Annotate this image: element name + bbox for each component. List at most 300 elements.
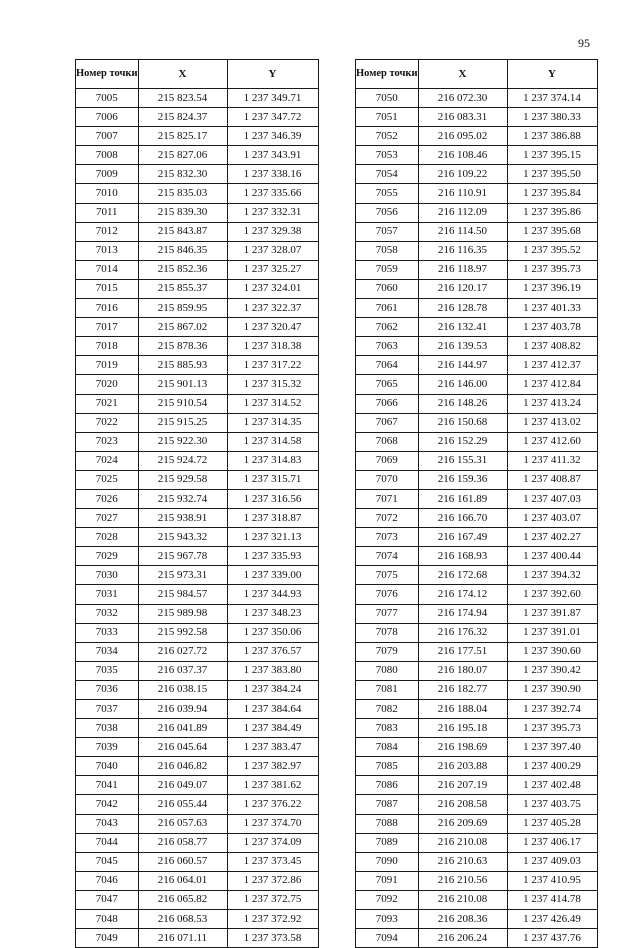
x-coordinate-cell: 215 929.58 — [138, 470, 227, 489]
x-coordinate-cell: 215 922.30 — [138, 432, 227, 451]
x-coordinate-cell: 215 852.36 — [138, 260, 227, 279]
x-coordinate-cell: 216 120.17 — [418, 279, 507, 298]
x-coordinate-cell: 216 112.09 — [418, 203, 507, 222]
table-row — [76, 719, 319, 738]
x-coordinate-cell: 215 835.03 — [138, 184, 227, 203]
point-number-cell: 7007 — [76, 127, 139, 146]
table-row — [356, 871, 598, 890]
table-row — [356, 108, 598, 127]
table-row — [356, 642, 598, 661]
point-number-cell: 7062 — [356, 318, 419, 337]
x-coordinate-cell: 215 915.25 — [138, 413, 227, 432]
y-coordinate-cell: 1 237 408.87 — [507, 470, 597, 489]
table-row — [356, 585, 598, 604]
point-number-cell: 7065 — [356, 375, 419, 394]
point-number-cell: 7089 — [356, 833, 419, 852]
point-number-cell: 7054 — [356, 165, 419, 184]
point-number-cell: 7083 — [356, 719, 419, 738]
table-row — [76, 165, 319, 184]
x-coordinate-cell: 215 910.54 — [138, 394, 227, 413]
table-row — [356, 279, 598, 298]
table-row — [76, 89, 319, 108]
y-coordinate-cell: 1 237 411.32 — [507, 451, 597, 470]
table-row — [356, 833, 598, 852]
y-coordinate-cell: 1 237 437.76 — [507, 929, 597, 948]
x-coordinate-cell: 215 924.72 — [138, 451, 227, 470]
table-row — [356, 203, 598, 222]
x-coordinate-cell: 216 209.69 — [418, 814, 507, 833]
table-row — [76, 375, 319, 394]
x-coordinate-cell: 216 148.26 — [418, 394, 507, 413]
x-coordinate-cell: 215 846.35 — [138, 241, 227, 260]
table-row — [76, 661, 319, 680]
y-coordinate-cell: 1 237 376.22 — [227, 795, 318, 814]
x-coordinate-cell: 216 132.41 — [418, 318, 507, 337]
x-coordinate-cell: 216 114.50 — [418, 222, 507, 241]
point-number-cell: 7058 — [356, 241, 419, 260]
x-coordinate-cell: 216 159.36 — [418, 470, 507, 489]
coordinates-table-right — [355, 59, 598, 948]
point-number-cell: 7033 — [76, 623, 139, 642]
coordinates-table-left — [75, 59, 319, 948]
point-number-cell: 7055 — [356, 184, 419, 203]
table-row — [356, 489, 598, 508]
table-row — [356, 89, 598, 108]
y-coordinate-cell: 1 237 329.38 — [227, 222, 318, 241]
table-row — [356, 241, 598, 260]
y-coordinate-cell: 1 237 384.24 — [227, 680, 318, 699]
x-coordinate-cell: 216 118.97 — [418, 260, 507, 279]
table-row — [76, 470, 319, 489]
x-coordinate-cell: 216 195.18 — [418, 719, 507, 738]
x-coordinate-cell: 216 176.32 — [418, 623, 507, 642]
x-coordinate-cell: 216 161.89 — [418, 489, 507, 508]
point-number-cell: 7057 — [356, 222, 419, 241]
y-coordinate-cell: 1 237 401.33 — [507, 299, 597, 318]
y-coordinate-cell: 1 237 391.01 — [507, 623, 597, 642]
table-row — [356, 356, 598, 375]
x-coordinate-cell: 216 068.53 — [138, 910, 227, 929]
y-coordinate-cell: 1 237 372.75 — [227, 890, 318, 909]
y-coordinate-cell: 1 237 391.87 — [507, 604, 597, 623]
table-row — [76, 852, 319, 871]
x-coordinate-cell: 216 177.51 — [418, 642, 507, 661]
point-number-cell: 7015 — [76, 279, 139, 298]
table-row — [356, 375, 598, 394]
x-coordinate-cell: 215 832.30 — [138, 165, 227, 184]
point-number-cell: 7086 — [356, 776, 419, 795]
point-number-cell: 7039 — [76, 738, 139, 757]
table-row — [76, 566, 319, 585]
point-number-cell: 7011 — [76, 203, 139, 222]
x-coordinate-cell: 216 058.77 — [138, 833, 227, 852]
x-coordinate-cell: 215 824.37 — [138, 108, 227, 127]
table-row — [356, 910, 598, 929]
y-coordinate-cell: 1 237 413.02 — [507, 413, 597, 432]
y-coordinate-cell: 1 237 374.70 — [227, 814, 318, 833]
table-row — [76, 222, 319, 241]
point-number-cell: 7043 — [76, 814, 139, 833]
y-coordinate-cell: 1 237 414.78 — [507, 890, 597, 909]
y-coordinate-cell: 1 237 315.71 — [227, 470, 318, 489]
y-coordinate-cell: 1 237 346.39 — [227, 127, 318, 146]
x-coordinate-cell: 215 989.98 — [138, 604, 227, 623]
x-coordinate-cell: 216 027.72 — [138, 642, 227, 661]
x-coordinate-cell: 216 155.31 — [418, 451, 507, 470]
x-coordinate-cell: 215 843.87 — [138, 222, 227, 241]
point-number-cell: 7085 — [356, 757, 419, 776]
table-row — [76, 604, 319, 623]
y-coordinate-cell: 1 237 413.24 — [507, 394, 597, 413]
y-coordinate-cell: 1 237 412.84 — [507, 375, 597, 394]
x-coordinate-cell: 216 065.82 — [138, 890, 227, 909]
point-number-cell: 7081 — [356, 680, 419, 699]
table-row — [356, 852, 598, 871]
table-row — [356, 776, 598, 795]
x-coordinate-cell: 215 878.36 — [138, 337, 227, 356]
table-row — [76, 108, 319, 127]
x-coordinate-cell: 216 168.93 — [418, 547, 507, 566]
x-coordinate-cell: 216 182.77 — [418, 680, 507, 699]
x-coordinate-cell: 216 144.97 — [418, 356, 507, 375]
y-coordinate-cell: 1 237 405.28 — [507, 814, 597, 833]
table-row — [356, 738, 598, 757]
y-coordinate-cell: 1 237 314.83 — [227, 451, 318, 470]
point-number-cell: 7022 — [76, 413, 139, 432]
table-row — [76, 451, 319, 470]
y-coordinate-cell: 1 237 318.87 — [227, 509, 318, 528]
y-coordinate-cell: 1 237 390.60 — [507, 642, 597, 661]
point-number-cell: 7082 — [356, 700, 419, 719]
point-number-cell: 7050 — [356, 89, 419, 108]
x-coordinate-cell: 216 210.63 — [418, 852, 507, 871]
point-number-cell: 7063 — [356, 337, 419, 356]
y-coordinate-cell: 1 237 343.91 — [227, 146, 318, 165]
point-number-cell: 7070 — [356, 470, 419, 489]
table-row — [76, 203, 319, 222]
table-row — [76, 241, 319, 260]
x-coordinate-cell: 216 172.68 — [418, 566, 507, 585]
y-coordinate-cell: 1 237 395.68 — [507, 222, 597, 241]
y-coordinate-cell: 1 237 390.42 — [507, 661, 597, 680]
header-y: Y — [507, 60, 597, 89]
y-coordinate-cell: 1 237 373.58 — [227, 929, 318, 948]
point-number-cell: 7051 — [356, 108, 419, 127]
y-coordinate-cell: 1 237 410.95 — [507, 871, 597, 890]
x-coordinate-cell: 215 984.57 — [138, 585, 227, 604]
point-number-cell: 7059 — [356, 260, 419, 279]
y-coordinate-cell: 1 237 322.37 — [227, 299, 318, 318]
table-row — [356, 623, 598, 642]
table-row — [356, 719, 598, 738]
point-number-cell: 7026 — [76, 489, 139, 508]
y-coordinate-cell: 1 237 347.72 — [227, 108, 318, 127]
x-coordinate-cell: 215 943.32 — [138, 528, 227, 547]
y-coordinate-cell: 1 237 335.93 — [227, 547, 318, 566]
y-coordinate-cell: 1 237 381.62 — [227, 776, 318, 795]
x-coordinate-cell: 216 206.24 — [418, 929, 507, 948]
table-row — [76, 299, 319, 318]
point-number-cell: 7056 — [356, 203, 419, 222]
table-row — [76, 929, 319, 948]
table-row — [356, 547, 598, 566]
y-coordinate-cell: 1 237 396.19 — [507, 279, 597, 298]
y-coordinate-cell: 1 237 380.33 — [507, 108, 597, 127]
x-coordinate-cell: 215 823.54 — [138, 89, 227, 108]
point-number-cell: 7017 — [76, 318, 139, 337]
table-row — [76, 279, 319, 298]
y-coordinate-cell: 1 237 395.73 — [507, 719, 597, 738]
y-coordinate-cell: 1 237 348.23 — [227, 604, 318, 623]
x-coordinate-cell: 216 041.89 — [138, 719, 227, 738]
point-number-cell: 7035 — [76, 661, 139, 680]
point-number-cell: 7078 — [356, 623, 419, 642]
table-row — [76, 394, 319, 413]
x-coordinate-cell: 216 071.11 — [138, 929, 227, 948]
y-coordinate-cell: 1 237 406.17 — [507, 833, 597, 852]
point-number-cell: 7010 — [76, 184, 139, 203]
point-number-cell: 7084 — [356, 738, 419, 757]
point-number-cell: 7075 — [356, 566, 419, 585]
x-coordinate-cell: 216 055.44 — [138, 795, 227, 814]
point-number-cell: 7079 — [356, 642, 419, 661]
x-coordinate-cell: 216 046.82 — [138, 757, 227, 776]
y-coordinate-cell: 1 237 316.56 — [227, 489, 318, 508]
point-number-cell: 7009 — [76, 165, 139, 184]
table-row — [356, 814, 598, 833]
y-coordinate-cell: 1 237 394.32 — [507, 566, 597, 585]
point-number-cell: 7092 — [356, 890, 419, 909]
table-row — [76, 318, 319, 337]
table-row — [76, 127, 319, 146]
point-number-cell: 7008 — [76, 146, 139, 165]
x-coordinate-cell: 216 180.07 — [418, 661, 507, 680]
table-row — [356, 470, 598, 489]
table-row — [76, 528, 319, 547]
point-number-cell: 7016 — [76, 299, 139, 318]
y-coordinate-cell: 1 237 374.14 — [507, 89, 597, 108]
table-row — [356, 299, 598, 318]
x-coordinate-cell: 216 167.49 — [418, 528, 507, 547]
point-number-cell: 7060 — [356, 279, 419, 298]
x-coordinate-cell: 215 973.31 — [138, 566, 227, 585]
x-coordinate-cell: 216 146.00 — [418, 375, 507, 394]
table-row — [76, 700, 319, 719]
point-number-cell: 7090 — [356, 852, 419, 871]
point-number-cell: 7068 — [356, 432, 419, 451]
table-row — [76, 337, 319, 356]
point-number-cell: 7006 — [76, 108, 139, 127]
table-row — [76, 623, 319, 642]
y-coordinate-cell: 1 237 390.90 — [507, 680, 597, 699]
y-coordinate-cell: 1 237 408.82 — [507, 337, 597, 356]
table-body-right — [356, 89, 598, 948]
y-coordinate-cell: 1 237 395.73 — [507, 260, 597, 279]
table-row — [76, 489, 319, 508]
point-number-cell: 7021 — [76, 394, 139, 413]
table-row — [76, 871, 319, 890]
y-coordinate-cell: 1 237 372.92 — [227, 910, 318, 929]
page-number: 95 — [578, 36, 590, 50]
point-number-cell: 7052 — [356, 127, 419, 146]
y-coordinate-cell: 1 237 314.58 — [227, 432, 318, 451]
table-row — [356, 146, 598, 165]
y-coordinate-cell: 1 237 402.27 — [507, 528, 597, 547]
table-row — [76, 432, 319, 451]
y-coordinate-cell: 1 237 373.45 — [227, 852, 318, 871]
x-coordinate-cell: 215 825.17 — [138, 127, 227, 146]
point-number-cell: 7064 — [356, 356, 419, 375]
header-x: X — [418, 60, 507, 89]
x-coordinate-cell: 215 885.93 — [138, 356, 227, 375]
y-coordinate-cell: 1 237 349.71 — [227, 89, 318, 108]
table-row — [356, 394, 598, 413]
point-number-cell: 7048 — [76, 910, 139, 929]
point-number-cell: 7093 — [356, 910, 419, 929]
point-number-cell: 7061 — [356, 299, 419, 318]
y-coordinate-cell: 1 237 344.93 — [227, 585, 318, 604]
point-number-cell: 7080 — [356, 661, 419, 680]
y-coordinate-cell: 1 237 372.86 — [227, 871, 318, 890]
point-number-cell: 7031 — [76, 585, 139, 604]
x-coordinate-cell: 216 108.46 — [418, 146, 507, 165]
y-coordinate-cell: 1 237 403.07 — [507, 509, 597, 528]
y-coordinate-cell: 1 237 400.44 — [507, 547, 597, 566]
point-number-cell: 7069 — [356, 451, 419, 470]
table-header-row — [76, 60, 319, 89]
point-number-cell: 7067 — [356, 413, 419, 432]
x-coordinate-cell: 216 038.15 — [138, 680, 227, 699]
table-row — [76, 814, 319, 833]
y-coordinate-cell: 1 237 383.80 — [227, 661, 318, 680]
x-coordinate-cell: 216 198.69 — [418, 738, 507, 757]
x-coordinate-cell: 216 188.04 — [418, 700, 507, 719]
y-coordinate-cell: 1 237 350.06 — [227, 623, 318, 642]
point-number-cell: 7042 — [76, 795, 139, 814]
table-row — [356, 661, 598, 680]
x-coordinate-cell: 216 064.01 — [138, 871, 227, 890]
x-coordinate-cell: 216 083.31 — [418, 108, 507, 127]
y-coordinate-cell: 1 237 397.40 — [507, 738, 597, 757]
x-coordinate-cell: 215 827.06 — [138, 146, 227, 165]
table-row — [76, 890, 319, 909]
x-coordinate-cell: 216 072.30 — [418, 89, 507, 108]
x-coordinate-cell: 215 901.13 — [138, 375, 227, 394]
x-coordinate-cell: 216 095.02 — [418, 127, 507, 146]
x-coordinate-cell: 215 967.78 — [138, 547, 227, 566]
x-coordinate-cell: 216 109.22 — [418, 165, 507, 184]
point-number-cell: 7045 — [76, 852, 139, 871]
y-coordinate-cell: 1 237 335.66 — [227, 184, 318, 203]
table-row — [76, 642, 319, 661]
table-row — [356, 795, 598, 814]
table-row — [76, 833, 319, 852]
x-coordinate-cell: 216 037.37 — [138, 661, 227, 680]
x-coordinate-cell: 216 208.36 — [418, 910, 507, 929]
y-coordinate-cell: 1 237 412.60 — [507, 432, 597, 451]
point-number-cell: 7014 — [76, 260, 139, 279]
x-coordinate-cell: 216 060.57 — [138, 852, 227, 871]
point-number-cell: 7036 — [76, 680, 139, 699]
y-coordinate-cell: 1 237 324.01 — [227, 279, 318, 298]
table-row — [76, 413, 319, 432]
y-coordinate-cell: 1 237 407.03 — [507, 489, 597, 508]
point-number-cell: 7044 — [76, 833, 139, 852]
x-coordinate-cell: 215 992.58 — [138, 623, 227, 642]
point-number-cell: 7071 — [356, 489, 419, 508]
point-number-cell: 7028 — [76, 528, 139, 547]
header-x: X — [138, 60, 227, 89]
x-coordinate-cell: 216 039.94 — [138, 700, 227, 719]
point-number-cell: 7020 — [76, 375, 139, 394]
table-row — [76, 795, 319, 814]
x-coordinate-cell: 215 867.02 — [138, 318, 227, 337]
point-number-cell: 7046 — [76, 871, 139, 890]
table-row — [76, 680, 319, 699]
point-number-cell: 7012 — [76, 222, 139, 241]
x-coordinate-cell: 216 174.12 — [418, 585, 507, 604]
point-number-cell: 7088 — [356, 814, 419, 833]
table-row — [356, 680, 598, 699]
x-coordinate-cell: 216 208.58 — [418, 795, 507, 814]
x-coordinate-cell: 216 116.35 — [418, 241, 507, 260]
y-coordinate-cell: 1 237 383.47 — [227, 738, 318, 757]
y-coordinate-cell: 1 237 314.52 — [227, 394, 318, 413]
point-number-cell: 7087 — [356, 795, 419, 814]
y-coordinate-cell: 1 237 395.84 — [507, 184, 597, 203]
table-row — [76, 547, 319, 566]
table-row — [356, 318, 598, 337]
table-row — [76, 776, 319, 795]
table-row — [356, 604, 598, 623]
point-number-cell: 7072 — [356, 509, 419, 528]
y-coordinate-cell: 1 237 403.78 — [507, 318, 597, 337]
table-row — [76, 184, 319, 203]
point-number-cell: 7094 — [356, 929, 419, 948]
table-row — [356, 432, 598, 451]
point-number-cell: 7032 — [76, 604, 139, 623]
x-coordinate-cell: 216 166.70 — [418, 509, 507, 528]
y-coordinate-cell: 1 237 395.86 — [507, 203, 597, 222]
point-number-cell: 7027 — [76, 509, 139, 528]
y-coordinate-cell: 1 237 374.09 — [227, 833, 318, 852]
point-number-cell: 7091 — [356, 871, 419, 890]
y-coordinate-cell: 1 237 332.31 — [227, 203, 318, 222]
x-coordinate-cell: 216 210.56 — [418, 871, 507, 890]
point-number-cell: 7037 — [76, 700, 139, 719]
point-number-cell: 7018 — [76, 337, 139, 356]
x-coordinate-cell: 216 152.29 — [418, 432, 507, 451]
y-coordinate-cell: 1 237 395.15 — [507, 146, 597, 165]
header-point-number: Номер точки — [356, 60, 419, 89]
table-row — [76, 260, 319, 279]
table-row — [76, 356, 319, 375]
y-coordinate-cell: 1 237 392.60 — [507, 585, 597, 604]
y-coordinate-cell: 1 237 328.07 — [227, 241, 318, 260]
y-coordinate-cell: 1 237 315.32 — [227, 375, 318, 394]
y-coordinate-cell: 1 237 386.88 — [507, 127, 597, 146]
table-row — [356, 528, 598, 547]
y-coordinate-cell: 1 237 338.16 — [227, 165, 318, 184]
x-coordinate-cell: 216 110.91 — [418, 184, 507, 203]
table-row — [356, 337, 598, 356]
table-row — [356, 127, 598, 146]
point-number-cell: 7047 — [76, 890, 139, 909]
x-coordinate-cell: 215 839.30 — [138, 203, 227, 222]
table-row — [76, 585, 319, 604]
y-coordinate-cell: 1 237 392.74 — [507, 700, 597, 719]
y-coordinate-cell: 1 237 382.97 — [227, 757, 318, 776]
